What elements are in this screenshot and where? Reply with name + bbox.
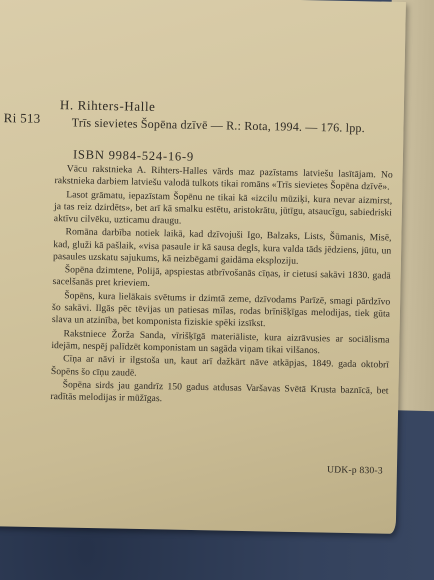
author-name: H. Rihters-Halle: [59, 97, 156, 115]
title-line: Trīs sievietes Šopēna dzīvē — R.: Rota, 1994. — 176. lpp.: [71, 115, 366, 136]
paragraph: Rakstniece Žorža Sanda, vīrišķīgā materiāliste, kura aizrāvusies ar sociālisma idejām, nespēj palīdzēt komponistam un sagāda viņam tikai vilšanos.: [51, 328, 390, 357]
paragraph: Vācu rakstnieka A. Rihters-Halles vārds maz pazīstams latviešu lasītājam. No rakstnieka darbiem latviešu valodā tulkots tikai romāns «Trīs sievietes Šopēna dzīvē».: [54, 163, 393, 193]
paragraph: Romāna darbība notiek laikā, kad dzīvojuši Igo, Balzaks, Lists, Šūmanis, Misē, kad, gluži kā pašlaik, «visa pasaule ir kā sausa degls, kura valda tāds jēdziens, jūtu, un pasaules uzskatu sajukums, kā neizbēgami gaidāma eksploziju.: [52, 226, 392, 267]
paragraph: Cīņa ar nāvi ir ilgstoša un, kaut arī dažkārt nāve atkāpjas, 1849. gada oktobrī Šopēns šo cīņu zaudē.: [50, 353, 390, 379]
udk-code: UDK-p 830-3: [326, 464, 383, 477]
isbn-number: ISBN 9984-524-16-9: [72, 147, 195, 164]
paragraph: Šopēns, kura lielākais svētums ir dzimtā zeme, dzīvodams Parīzē, smagi pārdzīvo šo sakāvi. Ilgās pēc tēvijas un patiesas mīlas, rodas brīnišķīgas melodijas, tiek gūta slava un atzinība, bet komponista fiziskie spēki izsīkst.: [51, 290, 391, 330]
paragraph: Šopēna sirds jau gandrīz 150 gadus atdusas Varšavas Svētā Krusta baznīcā, bet radītās melodijas ir mūžīgas.: [50, 379, 389, 405]
paragraph: Šopēna dzimtene, Polijā, apspiestas atbrīvošanās cīņas, ir cietusi sakāvi 1830. gadā sacelšanās pret krieviem.: [52, 264, 391, 290]
call-number: Ri 513: [3, 110, 41, 126]
annotation-text: [50, 163, 393, 411]
paragraph: Lasot grāmatu, iepazīstam Šopēnu ne tikai kā «izcilu mūziķi, kura nevar aizmirst, ja tas reiz dzirdēts», bet arī kā smalku estētu, aristokrātu, jūtīgu, atsaucīgu, sabiedriski aktīvu cilvēku, uzticamu draugu.: [53, 188, 393, 227]
